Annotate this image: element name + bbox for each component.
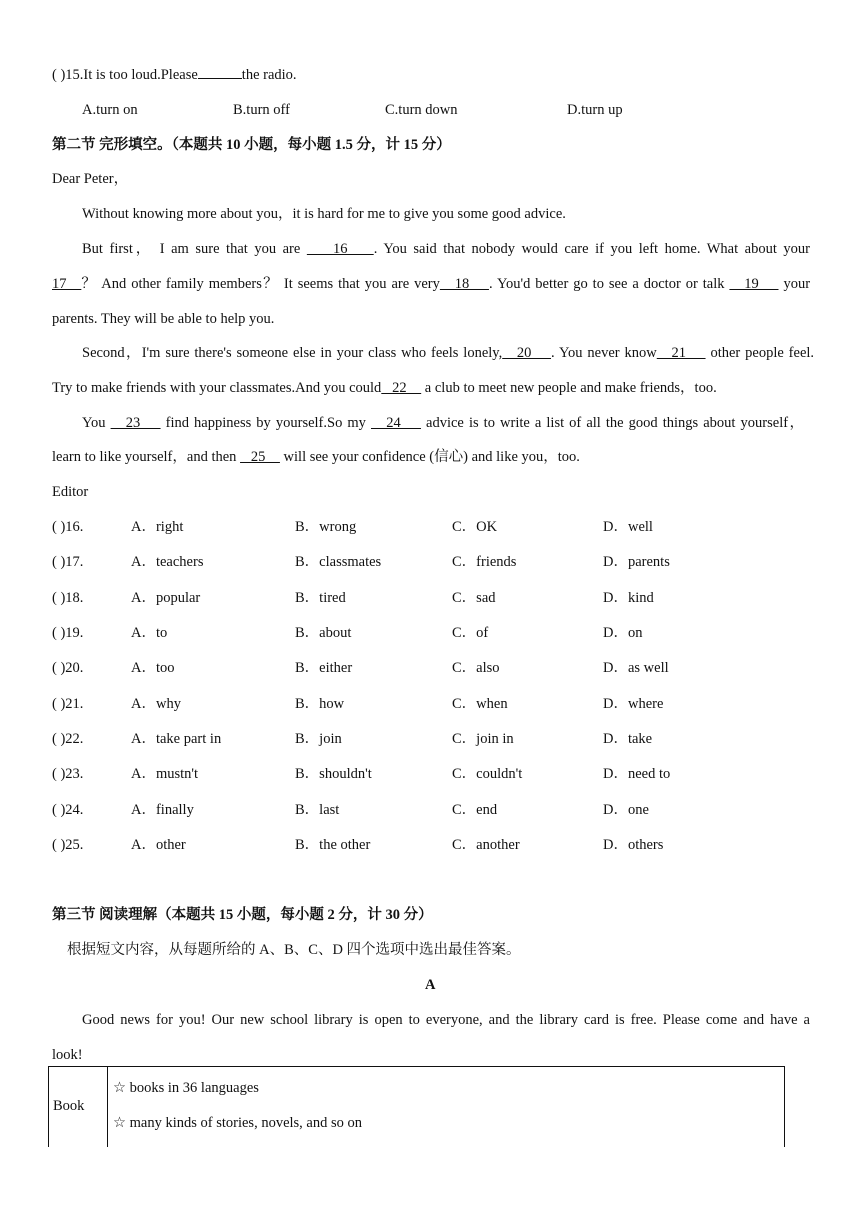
option-c[interactable]: C．also [452,660,500,676]
option-c[interactable]: C．of [452,625,489,641]
letter-greeting: Dear Peter， [52,171,129,187]
option-a[interactable]: A．other [131,837,186,853]
option-c[interactable]: C．end [452,802,498,818]
letter-paragraph: parents. They will be able to help you. [52,311,275,327]
option-b[interactable]: B．how [295,696,345,712]
table-row [113,1080,259,1097]
table-category-cell [49,1067,108,1147]
option-a[interactable]: A．why [131,696,181,712]
option-d[interactable]: D．take [603,731,653,747]
option-d[interactable]: D．one [603,802,649,818]
question-number[interactable]: ( )16. [52,519,84,535]
letter-signature: Editor [52,484,89,500]
letter-paragraph: Without knowing more about you，it is hard for me to give you some good advice. [82,206,566,222]
table-row-text: ☆ books in 36 languages [113,1080,259,1096]
question-15-tail: the radio. [241,67,297,83]
option-c[interactable]: C．couldn't [452,766,523,782]
option-d[interactable]: D．others [603,837,664,853]
paragraph-text: will see your confidence (信心) and like you，too. [279,449,580,465]
option-d[interactable]: D．parents [603,554,670,570]
passage-intro-end: look! [52,1047,83,1063]
paragraph-text: But first， I am sure that you are [82,241,307,257]
paragraph-text: find happiness by yourself.So my [160,415,371,431]
paragraph-text: . You'd better go to see a doctor or talk [488,276,730,292]
option-b[interactable]: B．last [295,802,340,818]
question-number[interactable]: ( )22. [52,731,84,747]
option-d[interactable]: D．kind [603,590,654,606]
option-a[interactable]: A.turn on [82,102,138,118]
question-number[interactable]: ( )17. [52,554,84,570]
option-c[interactable]: C．sad [452,590,496,606]
question-number[interactable]: ( )18. [52,590,84,606]
answer-blank[interactable] [198,65,242,79]
section-2-title: 第二节 完形填空。（本题共 10 小题，每小题 1.5 分，计 15 分） [52,137,451,153]
option-a[interactable]: A．popular [131,590,201,606]
option-a[interactable]: A．teachers [131,554,204,570]
cloze-blank-17[interactable]: 17 [52,276,82,292]
paragraph-text: Try to make friends with your classmates.And you could [52,380,382,396]
option-d[interactable]: D．as well [603,660,669,676]
option-b[interactable]: B．classmates [295,554,382,570]
paragraph-text: You [82,415,111,431]
option-b[interactable]: B．wrong [295,519,357,535]
option-d[interactable]: D．need to [603,766,671,782]
paragraph-text: . You said that nobody would care if you left home. What about your [373,241,811,257]
option-b[interactable]: B．tired [295,590,346,606]
section-3-title: 第三节 阅读理解（本题共 15 小题，每小题 2 分，计 30 分） [52,907,433,923]
option-a[interactable]: A．to [131,625,168,641]
cloze-blank-25[interactable]: 25 [240,449,280,465]
option-c[interactable]: C．join in [452,731,514,747]
paragraph-text: a club to meet new people and make friends，too. [421,380,717,396]
option-d[interactable]: D．on [603,625,643,641]
option-a[interactable]: A．too [131,660,175,676]
option-d[interactable]: D．well [603,519,653,535]
option-b[interactable]: B.turn off [233,102,290,118]
question-15 [52,65,297,85]
paragraph-text: advice is to write a list of all the good things about yourself， [420,415,804,431]
option-a[interactable]: A．take part in [131,731,222,747]
paragraph-text: ？ And other family members？ It seems that you are very [81,276,440,292]
table-category: Book [53,1098,85,1114]
passage-intro: Good news for you! Our new school library is open to everyone, and the library card is free. Please come and have a [82,1012,810,1028]
option-b[interactable]: B．shouldn't [295,766,372,782]
option-b[interactable]: B．either [295,660,353,676]
library-table [48,1066,785,1147]
option-a[interactable]: A．finally [131,802,194,818]
question-number[interactable]: ( )21. [52,696,84,712]
paragraph-text: . You never know [551,345,657,361]
letter-paragraph [82,343,814,363]
passage-label: A [425,977,436,993]
letter-paragraph [52,447,580,467]
question-number[interactable]: ( )20. [52,660,84,676]
option-d[interactable]: D．where [603,696,664,712]
cloze-blank-19[interactable]: 19 [729,276,779,292]
option-a[interactable]: A．mustn't [131,766,199,782]
option-d[interactable]: D.turn up [567,102,623,118]
question-number[interactable]: ( )25. [52,837,84,853]
question-number[interactable]: ( )19. [52,625,84,641]
question-number[interactable]: ( )23. [52,766,84,782]
option-c[interactable]: C．friends [452,554,517,570]
table-row [113,1115,362,1132]
option-b[interactable]: B．join [295,731,342,747]
section-3-instruction: 根据短文内容，从每题所给的 A、B、C、D 四个选项中选出最佳答案。 [67,942,521,958]
option-b[interactable]: B．about [295,625,352,641]
letter-paragraph [82,413,804,433]
option-b[interactable]: B．the other [295,837,371,853]
letter-paragraph [82,239,810,259]
table-row-text: ☆ many kinds of stories, novels, and so on [113,1115,363,1131]
cloze-blank-18[interactable]: 18 [439,276,489,292]
cloze-blank-23[interactable]: 23 [110,415,161,431]
paragraph-text: other people feel. [705,345,815,361]
question-15-stem: ( )15.It is too loud.Please [52,67,198,83]
paragraph-text: learn to like yourself，and then [52,449,241,465]
cloze-blank-21[interactable]: 21 [656,345,706,361]
question-number[interactable]: ( )24. [52,802,84,818]
letter-paragraph [52,274,810,294]
option-c[interactable]: C．OK [452,519,498,535]
cloze-blank-16[interactable]: 16 [306,241,374,257]
letter-paragraph [52,378,717,398]
paragraph-text: Second，I'm sure there's someone else in your class who feels lonely, [82,345,503,361]
cloze-blank-20[interactable]: 20 [502,345,552,361]
option-c[interactable]: C．when [452,696,508,712]
paragraph-text: your [778,276,811,292]
option-a[interactable]: A．right [131,519,184,535]
cloze-blank-22[interactable]: 22 [381,380,422,396]
option-c[interactable]: C.turn down [385,102,458,118]
cloze-blank-24[interactable]: 24 [371,415,421,431]
option-c[interactable]: C．another [452,837,520,853]
